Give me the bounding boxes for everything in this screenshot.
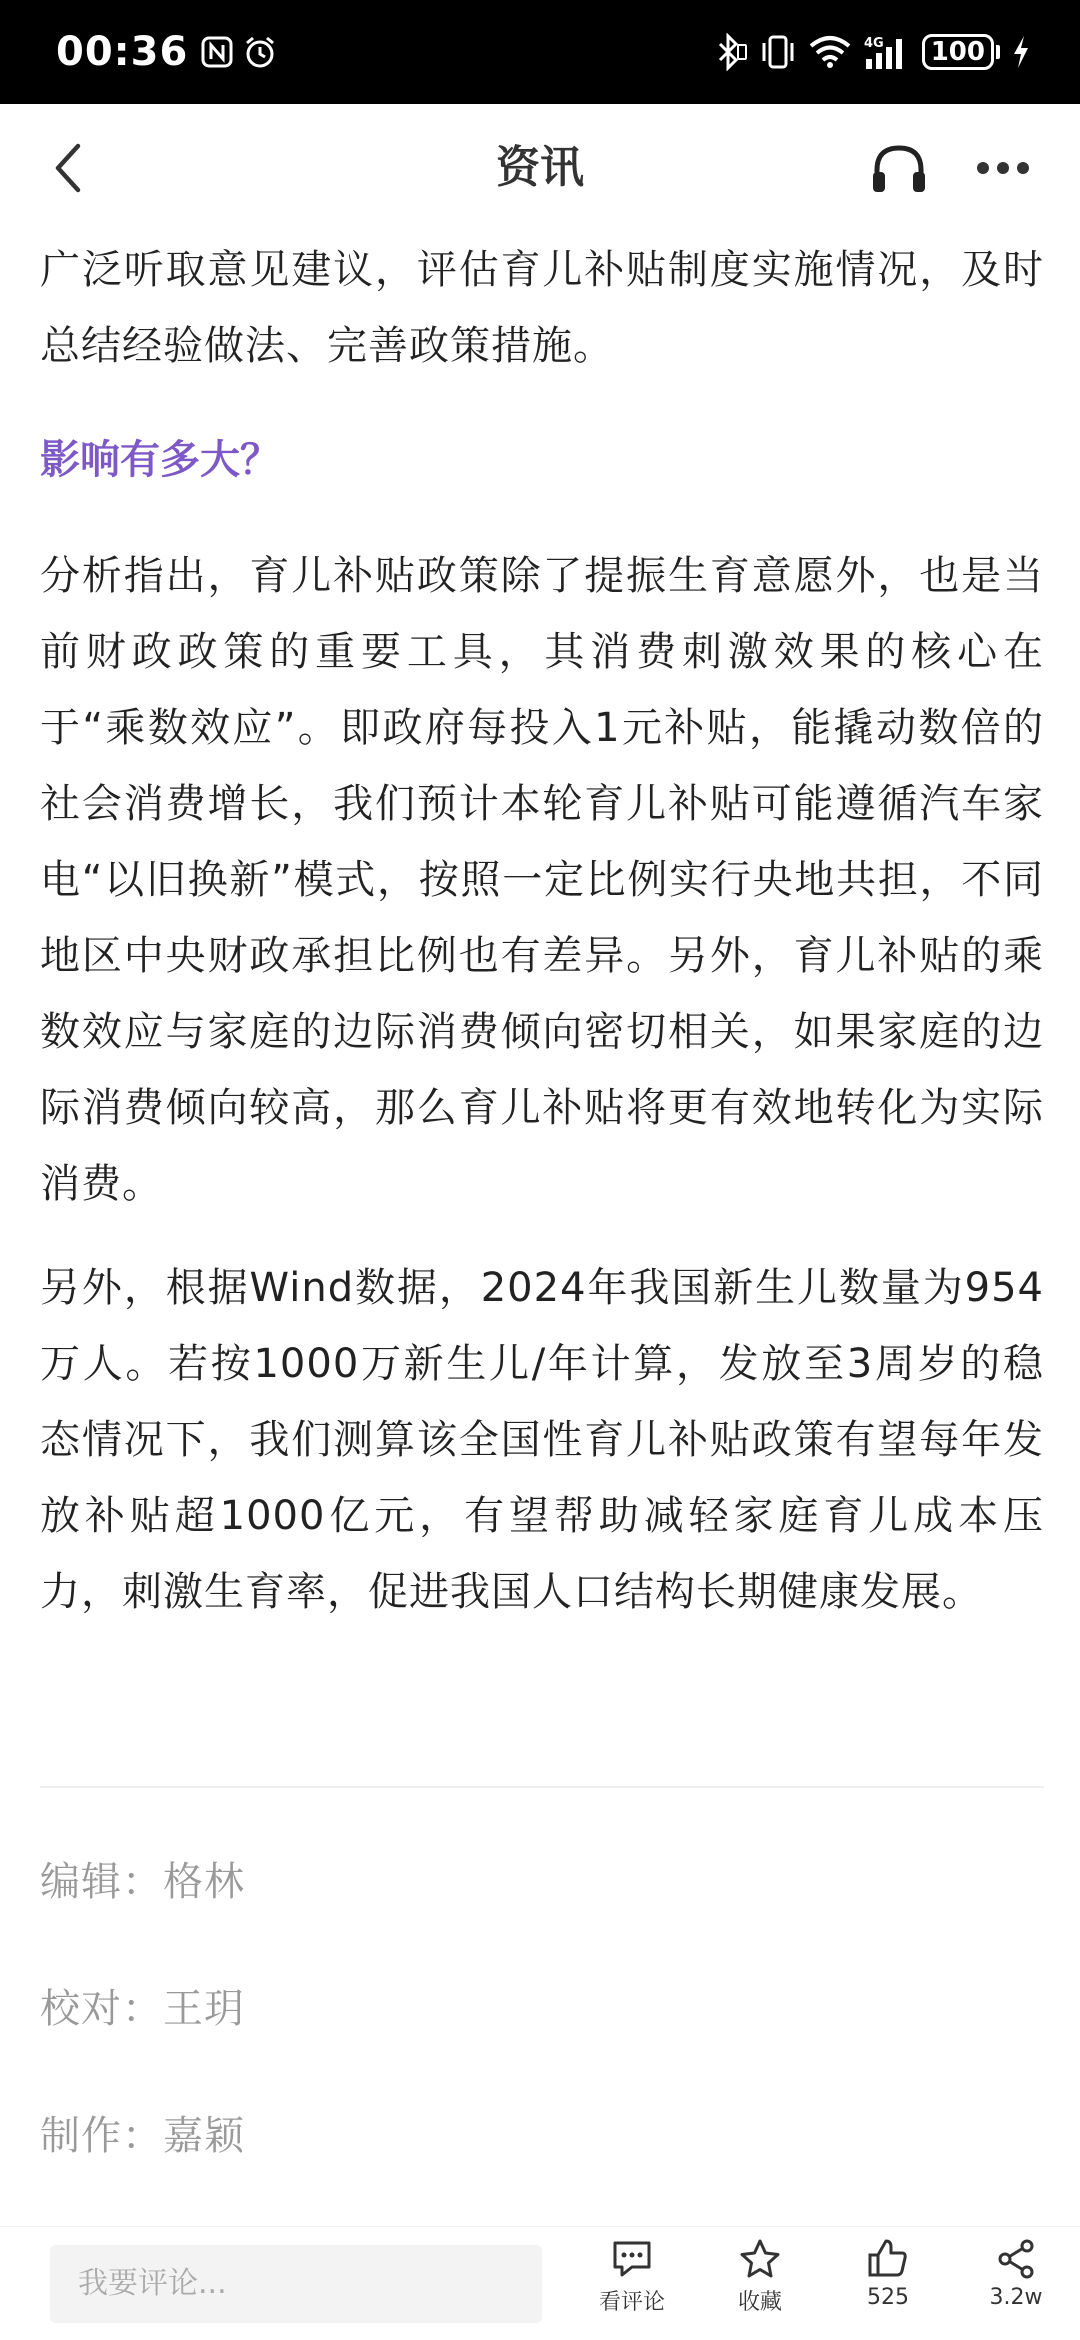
comment-input[interactable]: 我要评论... (50, 2245, 542, 2323)
like-button[interactable] (838, 2237, 938, 2337)
nfc-icon (200, 35, 234, 69)
like-count: 525 (867, 2285, 909, 2310)
article-body (40, 232, 1044, 1630)
producer-credit: 制作：嘉颖 (40, 2113, 245, 2159)
share-icon (994, 2237, 1038, 2281)
listen-button[interactable] (866, 138, 932, 198)
article-paragraph: 另外，根据Wind数据，2024年我国新生儿数量为954万人。若按1000万新生儿/年计算，发放至3周岁的稳态情况下，我们测算该全国性育儿补贴政策有望每年发放补贴超1000亿元，有望帮助减轻家庭育儿成本压力，刺激生育率，促进我国人口结构长期健康发展。 (40, 1265, 1044, 1615)
svg-text:4G: 4G (863, 36, 884, 51)
share-button[interactable] (966, 2237, 1066, 2337)
back-button[interactable] (40, 132, 96, 204)
battery-indicator (922, 34, 1000, 70)
comment-icon (610, 2237, 654, 2281)
view-comments-button[interactable] (582, 2237, 682, 2337)
chevron-left-icon (50, 142, 86, 194)
bluetooth-icon (714, 33, 748, 71)
thumbs-up-icon (866, 2237, 910, 2281)
star-icon (738, 2237, 782, 2281)
charging-icon (1012, 34, 1030, 70)
section-heading: 影响有多大？ (40, 437, 280, 483)
status-time: 00:36 (56, 29, 189, 75)
article-paragraph: 广泛听取意见建议，评估育儿补贴制度实施情况，及时总结经验做法、完善政策措施。 (40, 247, 1044, 369)
editor-credit: 编辑：格林 (40, 1859, 245, 1905)
wifi-icon (808, 34, 852, 70)
cellular-signal-icon (864, 33, 910, 71)
battery-level: 100 (922, 34, 994, 70)
vibrate-icon (760, 33, 796, 71)
page-title: 资讯 (496, 142, 584, 193)
more-horizontal-icon (975, 160, 1031, 176)
alarm-icon (242, 34, 278, 70)
view-comments-label: 看评论 (598, 2290, 665, 2315)
headphones-icon (869, 140, 929, 196)
proofreader-credit: 校对：王玥 (40, 1986, 245, 2032)
status-bar (0, 0, 1080, 104)
navigation-bar (0, 104, 1080, 232)
share-count: 3.2w (989, 2285, 1043, 2310)
more-options-button[interactable] (970, 138, 1036, 198)
bottom-action-bar (0, 2226, 1080, 2340)
collect-label: 收藏 (737, 2290, 782, 2315)
article-paragraph: 分析指出，育儿补贴政策除了提振生育意愿外，也是当前财政政策的重要工具，其消费刺激效果的核心在于“乘数效应”。即政府每投入1元补贴，能撬动数倍的社会消费增长，我们预计本轮育儿补贴可能遵循汽车家电“以旧换新”模式，按照一定比例实行央地共担，不同地区中央财政承担比例也有差异。另外，育儿补贴的乘数效应与家庭的边际消费倾向密切相关，如果家庭的边际消费倾向较高，那么育儿补贴将更有效地转化为实际消费。 (40, 553, 1044, 1207)
collect-button[interactable] (710, 2237, 810, 2337)
divider (40, 1786, 1044, 1788)
